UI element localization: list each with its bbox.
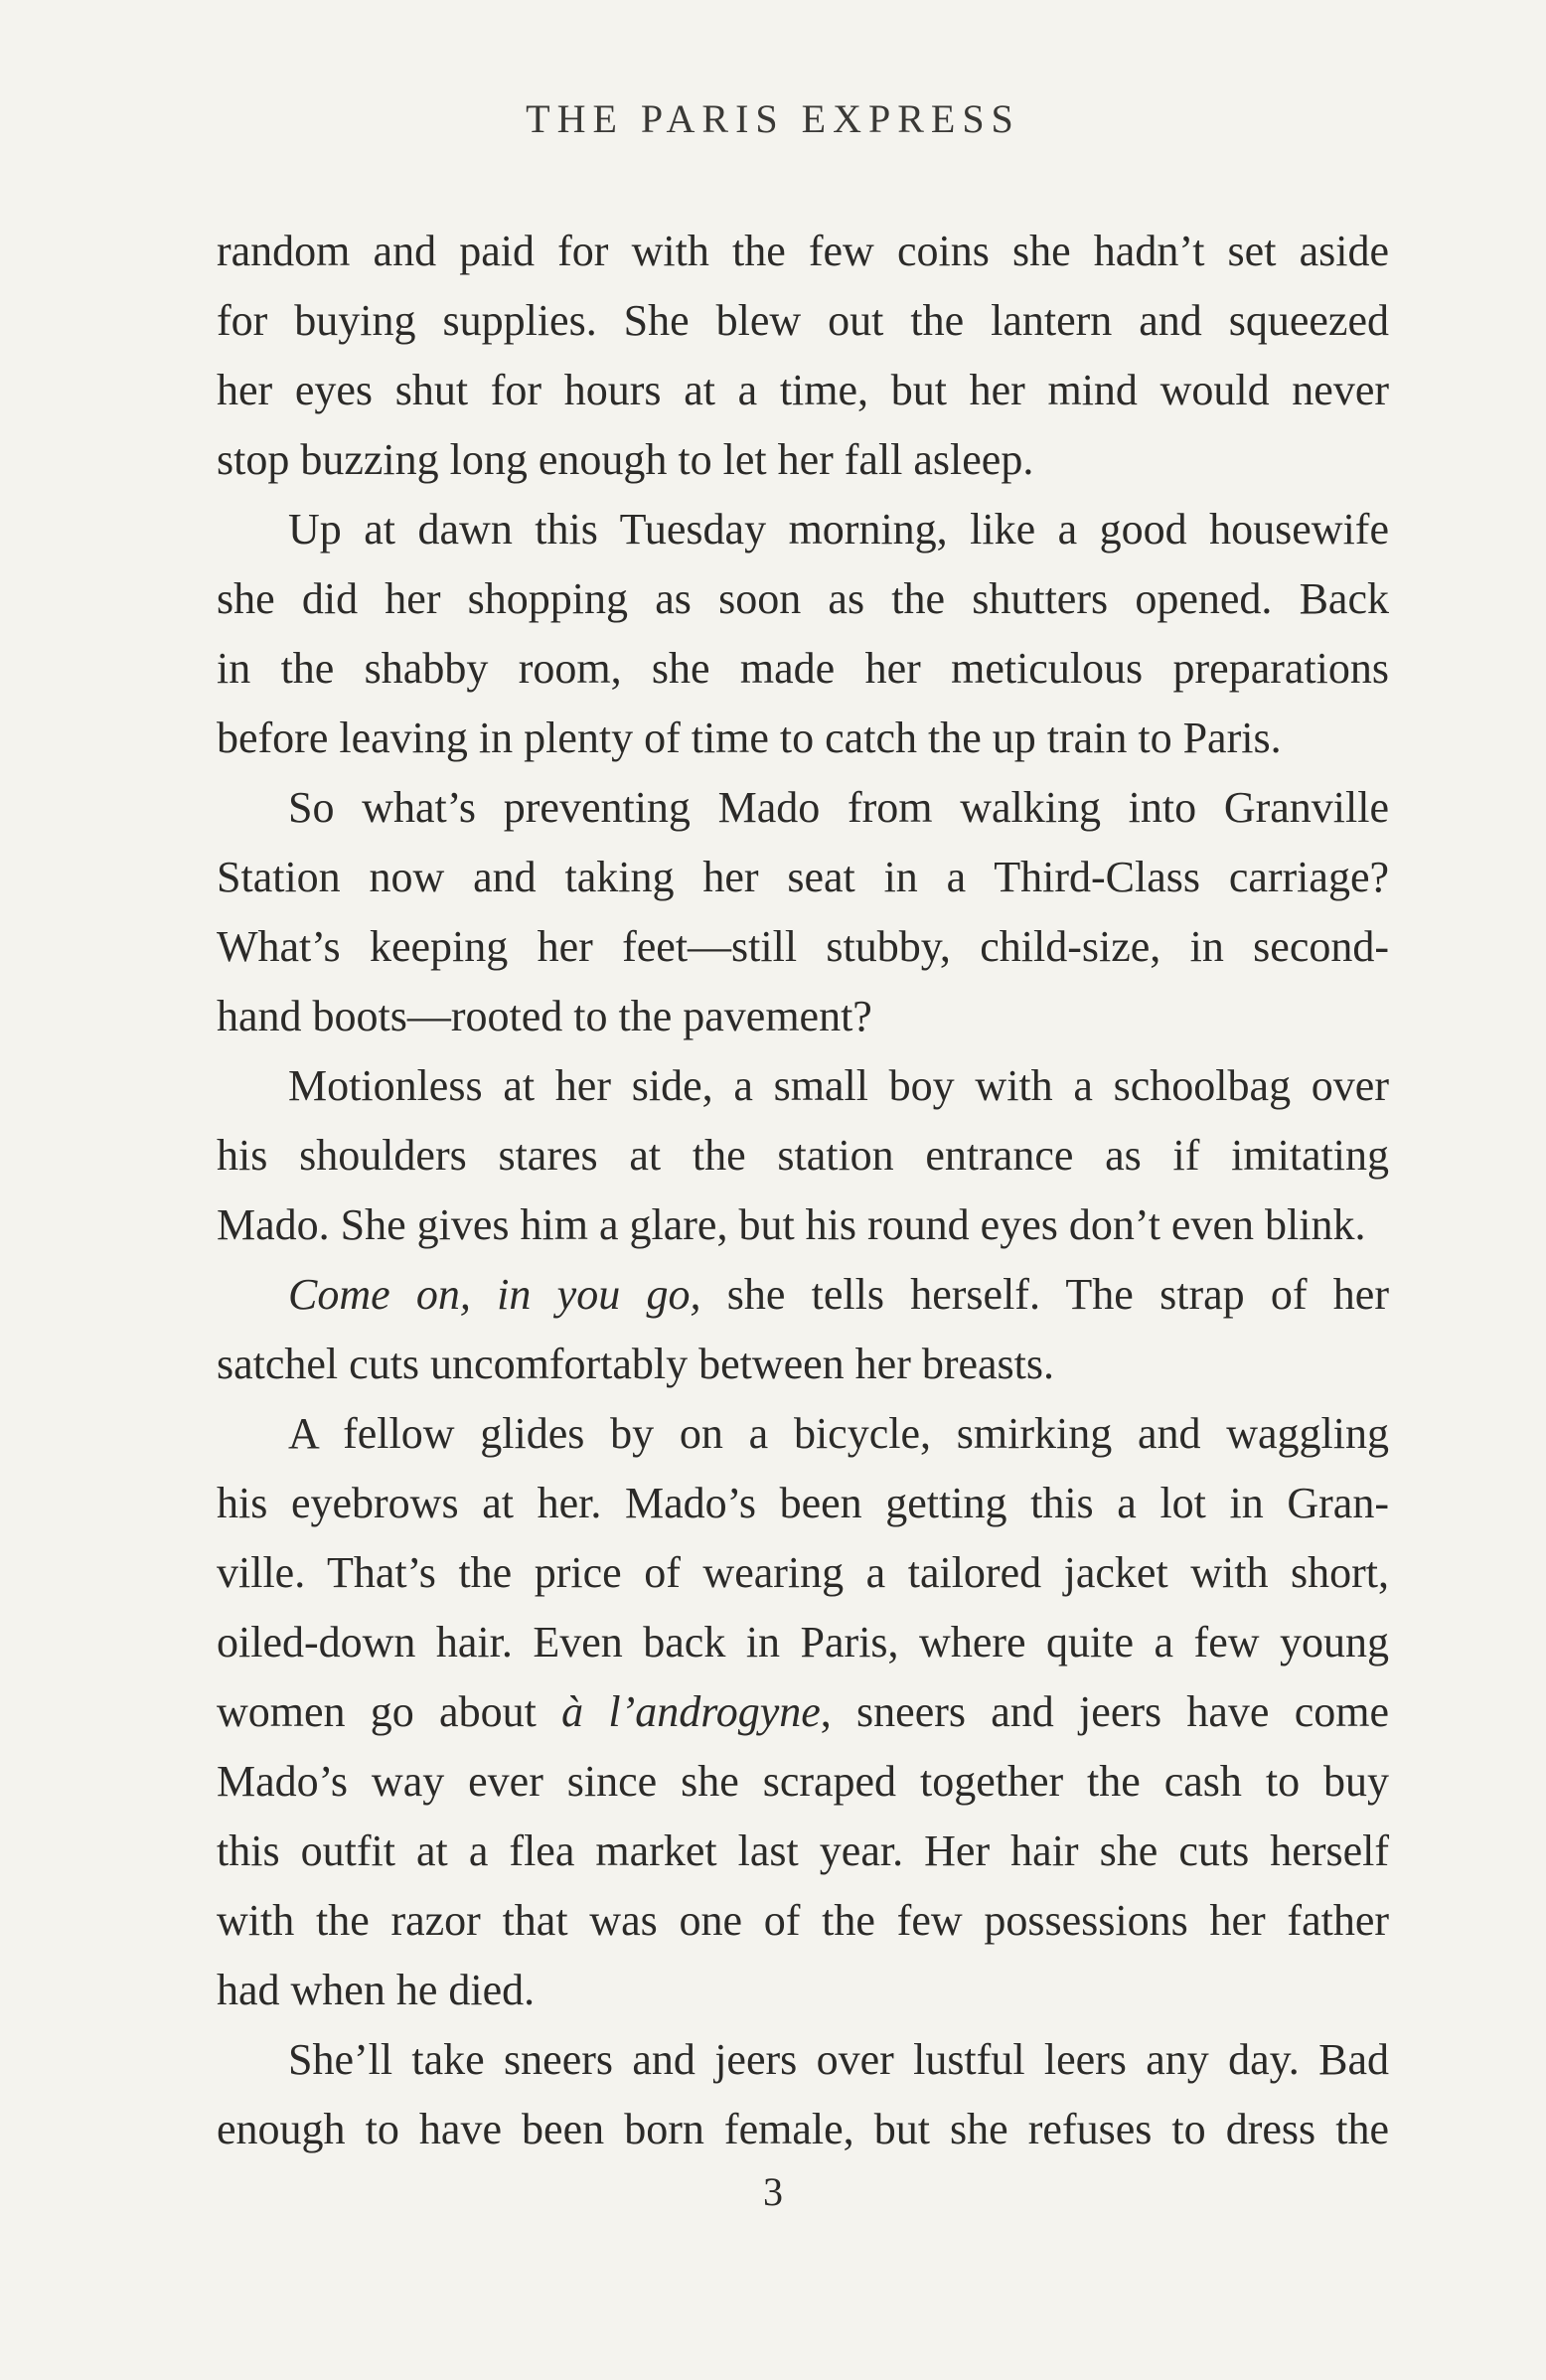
text-line: random and paid for with the few coins she hadn’t set aside: [217, 227, 1389, 275]
italic-phrase: à l’androgyne: [561, 1687, 821, 1736]
text-line: she did her shopping as soon as the shutters opened. Back: [217, 574, 1389, 623]
text-line: What’s keeping her feet—still stubby, child-size, in second-: [217, 922, 1389, 971]
text-line: before leaving in plenty of time to catch the up train to Paris.: [217, 714, 1282, 762]
text-line: enough to have been born female, but she refuses to dress the: [217, 2105, 1389, 2153]
text-span: she tells herself. The strap of her: [700, 1270, 1389, 1319]
text-line: A fellow glides by on a bicycle, smirking and waggling: [288, 1409, 1389, 1458]
text-line: satchel cuts uncomfortably between her breasts.: [217, 1340, 1055, 1388]
text-line: Mado. She gives him a glare, but his round eyes don’t even blink.: [217, 1200, 1366, 1249]
text-line: for buying supplies. She blew out the lantern and squeezed: [217, 296, 1389, 345]
italic-phrase: Come on, in you go,: [288, 1270, 701, 1319]
page-number: 3: [763, 2169, 783, 2214]
text-line: stop buzzing long enough to let her fall asleep.: [217, 435, 1034, 484]
text-line-italic-start: [217, 1260, 1389, 1330]
body-text: [217, 217, 1389, 2164]
text-span: , sneers and jeers have come: [820, 1687, 1389, 1736]
text-line: So what’s preventing Mado from walking into Granville: [288, 783, 1389, 832]
text-line: Motionless at her side, a small boy with a schoolbag over: [288, 1061, 1389, 1110]
text-line: She’ll take sneers and jeers over lustful leers any day. Bad: [288, 2035, 1389, 2084]
text-line: Station now and taking her seat in a Third-Class carriage?: [217, 853, 1389, 901]
text-line: this outfit at a flea market last year. Her hair she cuts herself: [217, 1826, 1389, 1875]
text-line: ville. That’s the price of wearing a tailored jacket with short,: [217, 1548, 1389, 1597]
text-span: women go about: [217, 1687, 562, 1736]
text-line: his eyebrows at her. Mado’s been getting this a lot in Gran-: [217, 1479, 1389, 1527]
text-line: in the shabby room, she made her meticulous preparations: [217, 644, 1389, 693]
text-line: oiled-down hair. Even back in Paris, where quite a few young: [217, 1618, 1389, 1666]
text-line: her eyes shut for hours at a time, but her mind would never: [217, 366, 1389, 414]
text-line: hand boots—rooted to the pavement?: [217, 992, 872, 1040]
text-line: Up at dawn this Tuesday morning, like a good housewife: [288, 505, 1389, 554]
text-line: his shoulders stares at the station entrance as if imitating: [217, 1131, 1389, 1180]
text-line: Mado’s way ever since she scraped together the cash to buy: [217, 1757, 1389, 1806]
text-line-with-italic: [217, 1677, 1389, 1747]
running-head: THE PARIS EXPRESS: [526, 96, 1020, 141]
text-line: with the razor that was one of the few possessions her father: [217, 1896, 1389, 1945]
text-line: had when he died.: [217, 1966, 536, 2014]
